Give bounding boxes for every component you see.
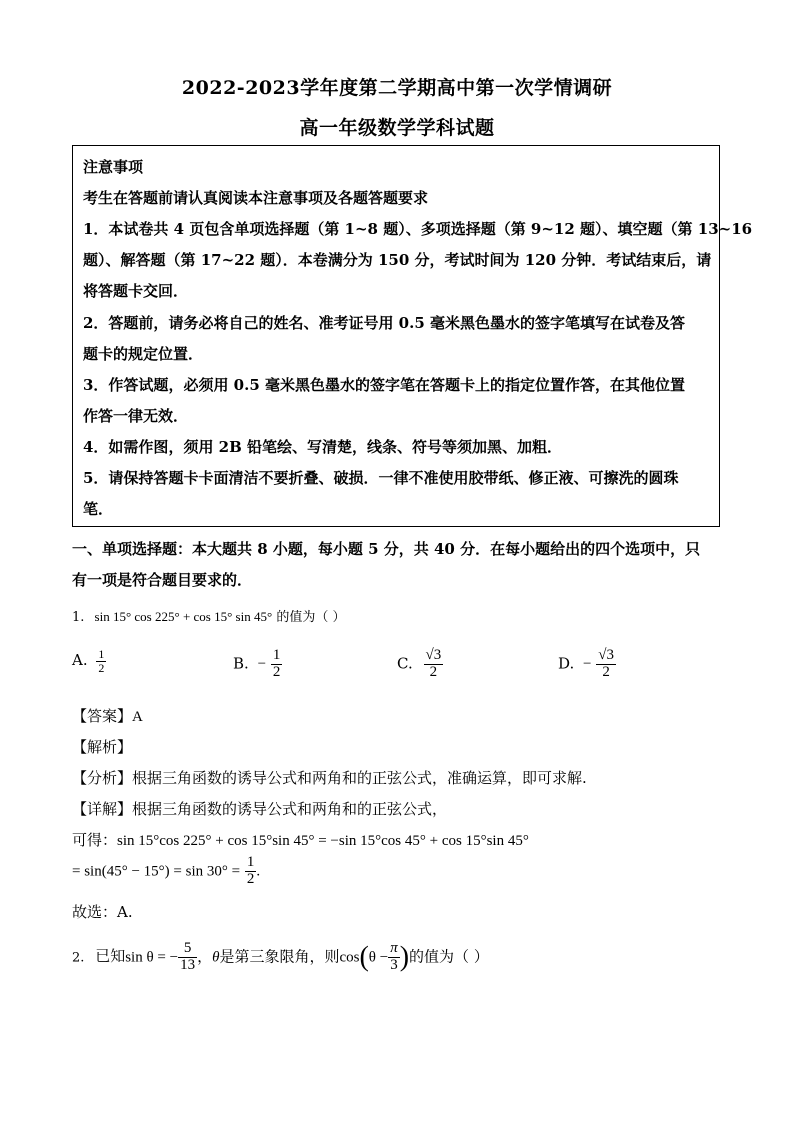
- question-1: [72, 606, 345, 625]
- denominator: 2: [98, 660, 105, 675]
- derivation-expression: sin 15°cos 225° + cos 15°sin 45° = −sin 15°cos 45° + cos 15°sin 45°: [117, 833, 529, 849]
- option-label: C.: [397, 654, 413, 673]
- derivation-prefix: 可得：: [72, 831, 118, 849]
- fraction: [245, 855, 257, 888]
- denominator: 2: [602, 663, 610, 680]
- question-number: 1.: [72, 610, 85, 625]
- numerator: 1: [246, 854, 255, 870]
- answer-line: [72, 705, 143, 726]
- xiangjie-line: [72, 798, 447, 819]
- notice-line: 2．答题前，请务必将自己的姓名、准考证号用 0.5 毫米黑色墨水的签字笔填写在试卷及答: [83, 314, 685, 332]
- fenxi-text: 根据三角函数的诱导公式和两角和的正弦公式，准确运算，即可求解.: [132, 769, 587, 787]
- theta-symbol: θ: [212, 949, 220, 966]
- sin-expression: sin θ = −: [125, 949, 179, 966]
- option-label: A.: [72, 651, 88, 670]
- choose-line: 故选：A.: [72, 903, 133, 921]
- notice-line: 5．请保持答题卡卡面清洁不要折叠、破损．一律不准使用胶带纸、修正液、可擦洗的圆珠: [83, 469, 679, 487]
- question-expression: sin 15° cos 225° + cos 15° sin 45°: [94, 609, 273, 624]
- numerator: √3: [425, 647, 442, 663]
- fraction: [271, 648, 283, 681]
- xiangjie-tag: 【详解】: [72, 800, 133, 818]
- answer-tag: 【答案】: [72, 707, 133, 725]
- fenxi-tag: 【分析】: [72, 769, 133, 787]
- fraction: [388, 941, 400, 974]
- notice-line: 题卡的规定位置．: [83, 345, 204, 363]
- exam-subtitle: 高一年级数学学科试题: [299, 117, 495, 139]
- notice-line: 1．本试卷共 4 页包含单项选择题（第 1~8 题）、多项选择题（第 9~12 题）、填空题（第 13~16: [83, 220, 753, 238]
- inner-expression: θ −: [368, 949, 389, 966]
- cos-expression: cos: [339, 949, 360, 966]
- comma: ，: [197, 947, 213, 966]
- notice-line: 笔．: [83, 500, 114, 518]
- period: .: [256, 863, 261, 880]
- notice-subheading: 考生在答题前请认真阅读本注意事项及各题答题要求: [83, 189, 429, 207]
- xiangjie-text: 根据三角函数的诱导公式和两角和的正弦公式，: [132, 800, 448, 818]
- question-suffix: 的值为（ ）: [409, 947, 489, 966]
- fraction: [178, 941, 197, 974]
- exam-title: 2022-2023学年度第二学期高中第一次学情调研: [181, 77, 613, 99]
- fenxi-line: [72, 767, 587, 788]
- answer-value: A: [132, 709, 143, 725]
- notice-line: 将答题卡交回．: [83, 282, 189, 300]
- fraction: [596, 648, 616, 681]
- question-2: [72, 941, 489, 974]
- denominator: 2: [272, 663, 281, 680]
- minus-sign: −: [583, 656, 592, 673]
- section-heading: 一、单项选择题：本大题共 8 小题，每小题 5 分，共 40 分．在每小题给出的四个选项中，只: [72, 540, 701, 558]
- numerator: 5: [178, 941, 197, 958]
- notice-line: 作答一律无效．: [83, 407, 189, 425]
- numerator: 1: [272, 647, 281, 663]
- notice-line: 4．如需作图，须用 2B 铅笔绘、写清楚，线条、符号等须加黑、加粗．: [83, 438, 562, 456]
- option-label: B.: [233, 654, 249, 673]
- derivation-line-2: [72, 855, 260, 888]
- minus-sign: −: [257, 656, 267, 673]
- analysis-tag: 【解析】: [72, 738, 133, 756]
- option-b: [233, 648, 282, 681]
- question-number: 2.: [72, 950, 85, 966]
- notice-box: [72, 145, 753, 527]
- option-a: [72, 648, 106, 674]
- section-heading-cont: 有一项是符合题目要求的．: [72, 571, 253, 589]
- option-c: [397, 648, 443, 681]
- denominator: 2: [246, 870, 255, 887]
- denominator: 3: [390, 956, 398, 973]
- option-d: [558, 648, 616, 681]
- fraction: [96, 648, 106, 674]
- question-text: 已知: [95, 947, 126, 966]
- question-text: 是第三象限角，则: [219, 947, 340, 966]
- left-paren: (: [359, 941, 369, 973]
- derivation-line-1: [72, 829, 529, 850]
- derivation-expression: = sin(45° − 15°) = sin 30° =: [72, 863, 241, 880]
- denominator: 13: [180, 956, 196, 973]
- denominator: 2: [429, 663, 438, 680]
- question-suffix: 的值为（ ）: [276, 610, 346, 625]
- option-label: D.: [558, 654, 575, 673]
- numerator: 1: [98, 647, 105, 661]
- notice-line: 3．作答试题，必须用 0.5 毫米黑色墨水的签字笔在答题卡上的指定位置作答，在其他位置: [83, 376, 685, 394]
- numerator: √3: [598, 647, 615, 663]
- right-paren: ): [399, 941, 410, 973]
- numerator: π: [390, 940, 398, 956]
- notice-heading: 注意事项: [83, 158, 144, 176]
- fraction: [424, 648, 444, 681]
- notice-line: 题）、解答题（第 17~22 题）．本卷满分为 150 分，考试时间为 120 分钟．考试结束后，请: [83, 251, 712, 269]
